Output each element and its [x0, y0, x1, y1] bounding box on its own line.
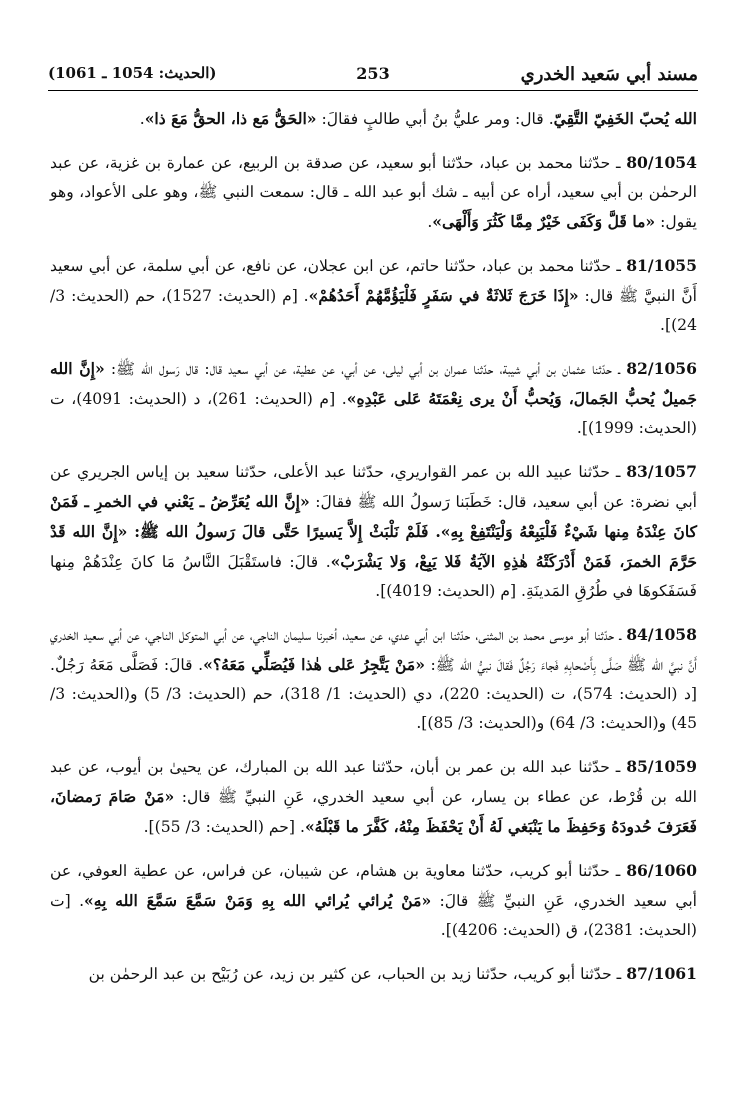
prophetic-quote: «الحَقُّ مَع ذا، الحقُّ مَعَ ذا»	[144, 109, 317, 128]
book-title: مسند أبي سَعيد الخدري	[520, 64, 698, 85]
page-number: 253	[356, 64, 390, 83]
references: . [حم (الحديث: 3/ 55)].	[143, 818, 305, 836]
narration-text: .	[139, 110, 145, 128]
isnad-text: ـ حدّثنا عبيد الله بن عمر القواريري، حدّثنا عبد الأعلى، حدّثنا سعيد بن إياس الجريري عن أبي نضرة: عن أبي سعيد، قال: خَطَبَنا رَسولُ الله ﷺ فقالَ:	[50, 463, 697, 511]
hadith-number: 84/1058	[626, 625, 697, 644]
isnad-text: ـ حدّثنا أبو كريب، حدّثنا زيد بن الحباب، عن كثير بن زيد، عن رُبَيْح بن عبد الرحمٰن بن	[88, 965, 627, 983]
prophetic-quote: «ما قَلَّ وَكَفَى خَيْرٌ مِمَّا كَثُرَ وَأَلْهَى»	[432, 212, 656, 231]
prophetic-quote: الله يُحبّ الخَفِيّ التَّقِيّ	[553, 109, 697, 128]
running-header	[48, 62, 698, 90]
hadith-paragraph	[50, 959, 697, 989]
prophetic-quote: «إِذَا خَرَجَ ثَلاثَةٌ في سَفَرٍ فَلْيَؤُمَّهُمْ أَحَدُهُمْ»	[308, 286, 579, 305]
page-body	[50, 104, 697, 1003]
references: . [م (الحديث: 261)، د (الحديث: 4091)، ت (الحديث: 1999)].	[50, 390, 697, 437]
hadith-paragraph	[50, 457, 697, 606]
header-rule	[48, 90, 698, 91]
prophetic-quote: «مَنْ صَامَ رَمضانَ، فَعَرَفَ حُدودَهُ وَحَفِظَ ما يَنْبَغي لَهُ أَنْ يَحْفَظَ مِنْهُ، كَفَّرَ ما قَبْلَهُ»	[50, 787, 697, 836]
isnad-text: ـ حدّثنا أبو كريب، حدّثنا معاوية بن هشام، عن شيبان، عن فراس، عن عطية العوفي، عن أبي سعيد الخدري، عَنِ النبيِّ ﷺ قالَ:	[50, 862, 698, 910]
isnad-text: ـ حدّثنا عثمان بن أبي شيبة، حدّثنا عمران بن أبي ليلى، عن أبي، عن عطية، عن أبي سعيد قال: قال رَسول الله ﷺ:	[104, 360, 627, 378]
isnad-text: ـ حدّثنا محمد بن عباد، حدّثنا أبو سعيد، عن صدقة بن الربيع، عن عمارة بن غزية، عن عبد الرحمٰن بن أبي سعيد، أراه عن أبيه ـ شك أبو عبد الله ـ قال: سمعت النبي ﷺ، وهو على الأعواد، وهو يقول:	[50, 154, 697, 231]
references: . قالَ: فاستَقْبَلَ النَّاسُ مَا كانَ عِنْدَهُمْ مِنها فَسَفَكوهَا في طُرُقِ المَدينَةِ. [م (الحديث: 4019)].	[50, 553, 697, 600]
hadith-paragraph	[50, 354, 697, 443]
continuation-paragraph	[50, 104, 697, 134]
isnad-text: ـ حدّثنا عبد الله بن عمر بن أبان، حدّثنا عبد الله بن المبارك، عن يحيىٰ بن أيوب، عن عبد الله بن قُرْط، عن عطاء بن يسار، عن أبي سعيد الخدري، عَنِ النبيِّ ﷺ قال:	[50, 758, 697, 806]
references: . قالَ: فَصَلَّى مَعَهُ رَجُلٌ. [د (الحديث: 574)، ت (الحديث: 220)، دي (الحديث: 1/ 318)، حم (الحديث: 3/ 5) و(الحديث: 3/ 45) و(الحديث: 3/ 64) و(الحديث: 3/ 85)].	[50, 656, 697, 732]
isnad-text: ـ حدّثنا محمد بن عباد، حدّثنا حاتم، عن ابن عجلان، عن نافع، عن أبي سلمة، عن أبي سعيد أَنَّ النبيَّ ﷺ قال:	[50, 257, 697, 305]
references: . [م (الحديث: 1527)، حم (الحديث: 3/ 24)].	[50, 287, 697, 334]
hadith-paragraph	[50, 251, 697, 340]
hadith-paragraph	[50, 148, 697, 237]
hadith-number: 83/1057	[626, 462, 697, 481]
prophetic-quote: «إِنَّ الله يُعَرِّضُ ـ يَعْني في الخمرِ ـ فَمَنْ كانَ عِنْدَهُ مِنها شَيْءٌ فَلْيَبِعْهُ وَلْيَنْتَفِعْ بِهِ». فَلَمْ نَلْبَثْ إِلاَّ يَسيرًا حَتَّى قالَ رَسولُ الله ﷺ: «إِنَّ الله قَدْ حَرَّمَ الخمرَ، فَمَنْ أَدْرَكَتْهُ هٰذِهِ الآيَةُ فَلا يَبِعْ، وَلا يَشْرَبْ»	[50, 492, 697, 571]
hadith-range: (الحديث: 1054 ـ 1061)	[48, 64, 217, 82]
hadith-paragraph	[50, 856, 697, 945]
hadith-number: 81/1055	[626, 256, 697, 275]
references: .	[427, 213, 433, 231]
hadith-number: 87/1061	[626, 964, 697, 983]
prophetic-quote: «مَنْ يَتَّجِرُ عَلى هٰذا فَيُصَلِّي مَعَهُ؟»	[203, 655, 425, 674]
hadith-number: 82/1056	[626, 359, 697, 378]
prophetic-quote: «مَنْ يُرائي يُرائي الله بِهِ وَمَنْ سَمَّعَ سَمَّعَ الله بِهِ»	[84, 891, 432, 910]
prophetic-quote: «إِنَّ الله جَميلٌ يُحبُّ الجَمالَ، وَيُحبُّ أَنْ يرى نِعْمَتَهُ عَلى عَبْدِهِ»	[50, 359, 697, 408]
hadith-paragraph	[50, 620, 697, 738]
hadith-number: 86/1060	[626, 861, 697, 880]
hadith-number: 85/1059	[626, 757, 697, 776]
isnad-text: ـ حدّثنا أبو موسى محمد بن المثنى، حدّثنا ابن أبي عدي، عن سعيد، أخبرنا سليمان الناجي، عن أبي المتوكل الناجي، عن أبي سعيد الخدري أَنَّ نبيَّ الله ﷺ صَلَّى بِأَصْحابِهِ فَجاءَ رَجُلٌ فَقالَ نبيُّ الله ﷺ:	[50, 626, 697, 674]
hadith-number: 80/1054	[626, 153, 697, 172]
narration-text: . قال: ومر عليُّ بنُ أبي طالبٍ فقالَ:	[316, 110, 554, 128]
references: . [ت (الحديث: 2381)، ق (الحديث: 4206)].	[50, 892, 697, 939]
hadith-paragraph	[50, 752, 697, 842]
